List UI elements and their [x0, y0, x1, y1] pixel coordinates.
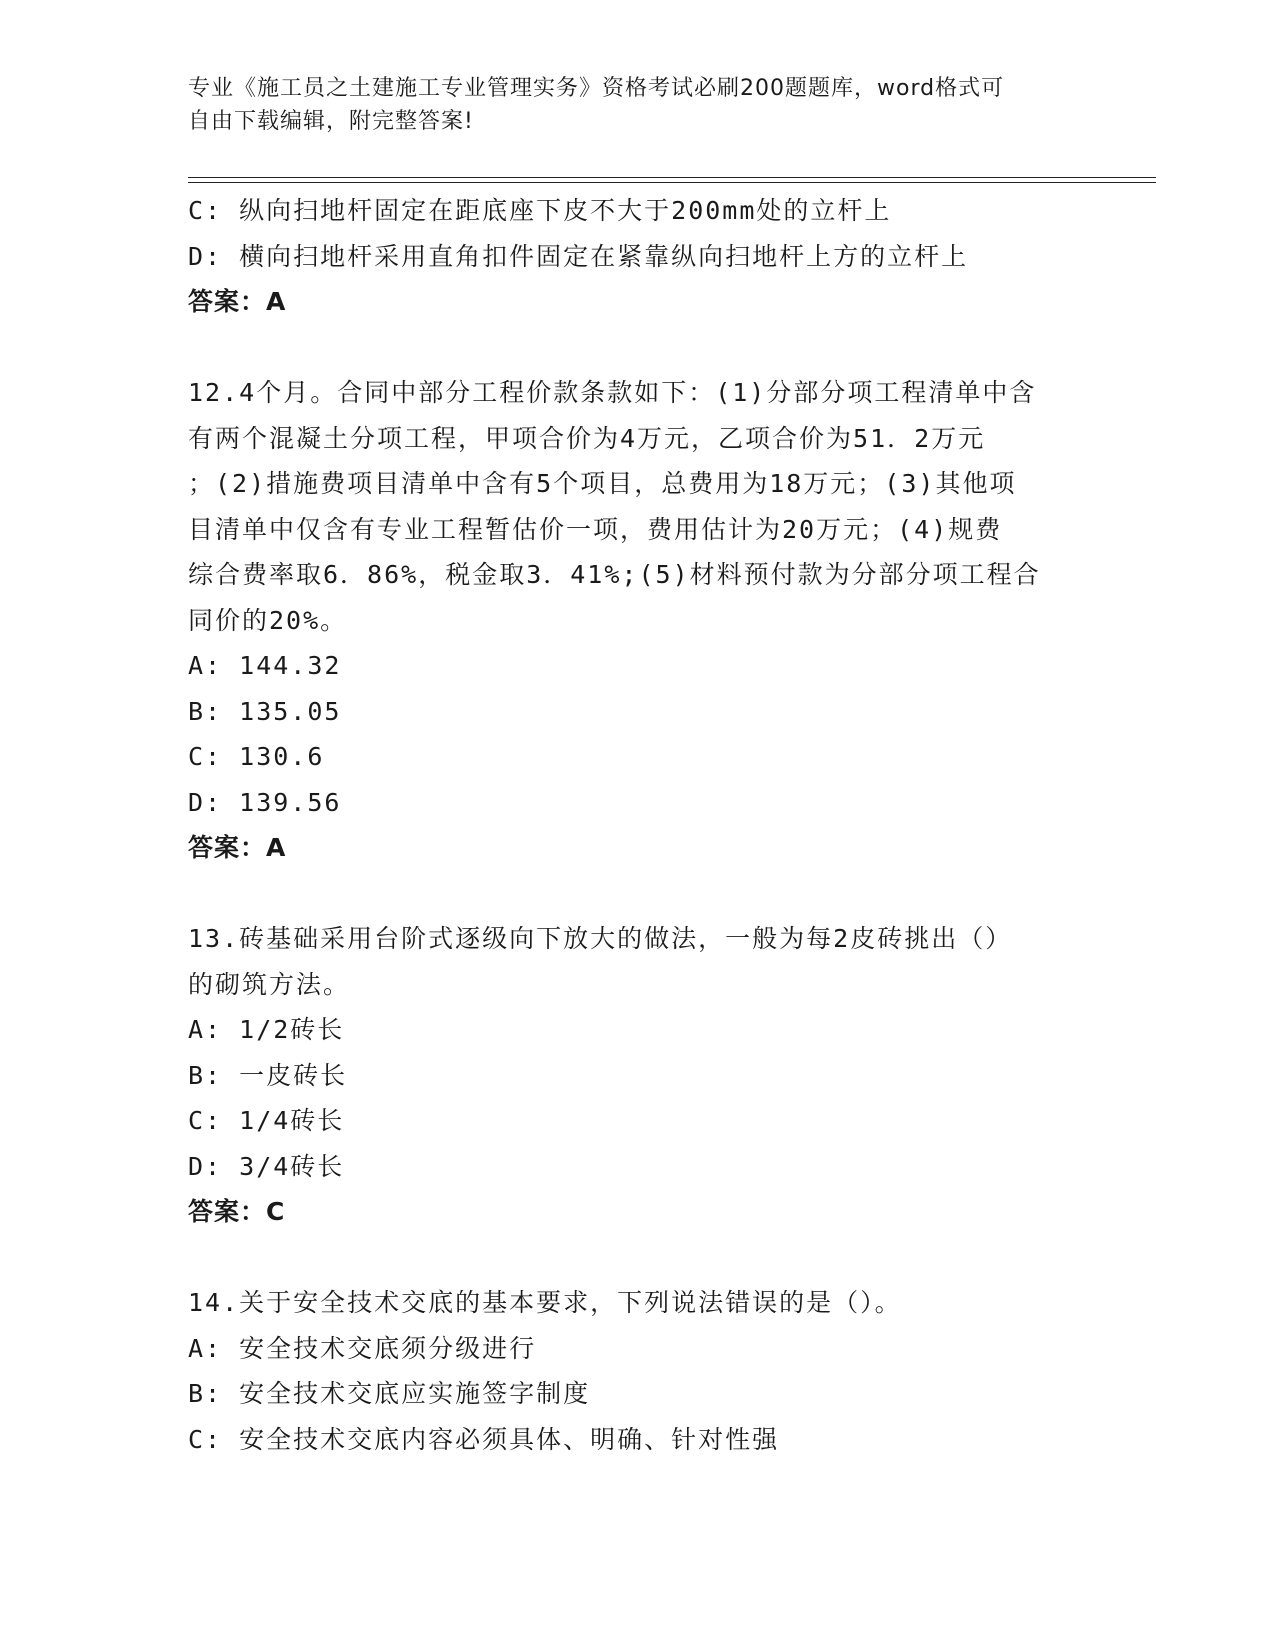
option-c: C: 1/4砖长	[188, 1106, 345, 1135]
question-stem-line: ；(2)措施费项目清单中含有5个项目，总费用为18万元；(3)其他项	[188, 469, 1017, 498]
answer: 答案：A	[188, 287, 287, 316]
question-11	[188, 188, 1088, 325]
question-stem-line: 13.砖基础采用台阶式逐级向下放大的做法，一般为每2皮砖挑出（）	[188, 924, 1013, 953]
option-c: C: 130.6	[188, 742, 325, 771]
question-stem-line: 12.4个月。合同中部分工程价款条款如下：(1)分部分项工程清单中含	[188, 378, 1037, 407]
option-a: A: 1/2砖长	[188, 1015, 345, 1044]
option-a: A: 安全技术交底须分级进行	[188, 1333, 537, 1363]
option-b: B: 安全技术交底应实施签字制度	[188, 1379, 591, 1408]
spacer	[188, 871, 1088, 917]
header-divider	[188, 177, 1156, 183]
question-stem-line: 14.关于安全技术交底的基本要求，下列说法错误的是（）。	[188, 1288, 902, 1317]
question-13	[188, 916, 1088, 1235]
question-14	[188, 1280, 1088, 1462]
question-list	[188, 188, 1088, 1462]
question-stem-line: 综合费率取6．86%，税金取3．41%;(5)材料预付款为分部分项工程合	[188, 560, 1041, 589]
answer: 答案：A	[188, 833, 287, 862]
option-d: D: 139.56	[188, 787, 342, 817]
header-title-line-2: 自由下载编辑，附完整答案!	[188, 109, 474, 134]
header-title-line-1: 专业《施工员之土建施工专业管理实务》资格考试必刷200题题库，word格式可	[188, 76, 1005, 101]
question-stem-line: 目清单中仅含有专业工程暂估价一项，费用估计为20万元；(4)规费	[188, 514, 1003, 544]
question-12	[188, 370, 1088, 871]
option-b: B: 135.05	[188, 696, 342, 726]
option-a: A: 144.32	[188, 651, 342, 680]
option-d: D: 3/4砖长	[188, 1151, 345, 1181]
spacer	[188, 1235, 1088, 1281]
option-c: C: 纵向扫地杆固定在距底座下皮不大于200mm处的立杆上	[188, 196, 892, 225]
page-header	[188, 72, 1088, 138]
question-stem-line: 有两个混凝土分项工程，甲项合价为4万元，乙项合价为51．2万元	[188, 423, 986, 453]
option-d: D: 横向扫地杆采用直角扣件固定在紧靠纵向扫地杆上方的立杆上	[188, 241, 969, 271]
option-c: C: 安全技术交底内容必须具体、明确、针对性强	[188, 1424, 780, 1454]
option-b: B: 一皮砖长	[188, 1060, 348, 1090]
question-stem-line: 同价的20%。	[188, 605, 348, 635]
answer: 答案：C	[188, 1197, 286, 1226]
spacer	[188, 325, 1088, 371]
question-stem-line: 的砌筑方法。	[188, 969, 351, 999]
